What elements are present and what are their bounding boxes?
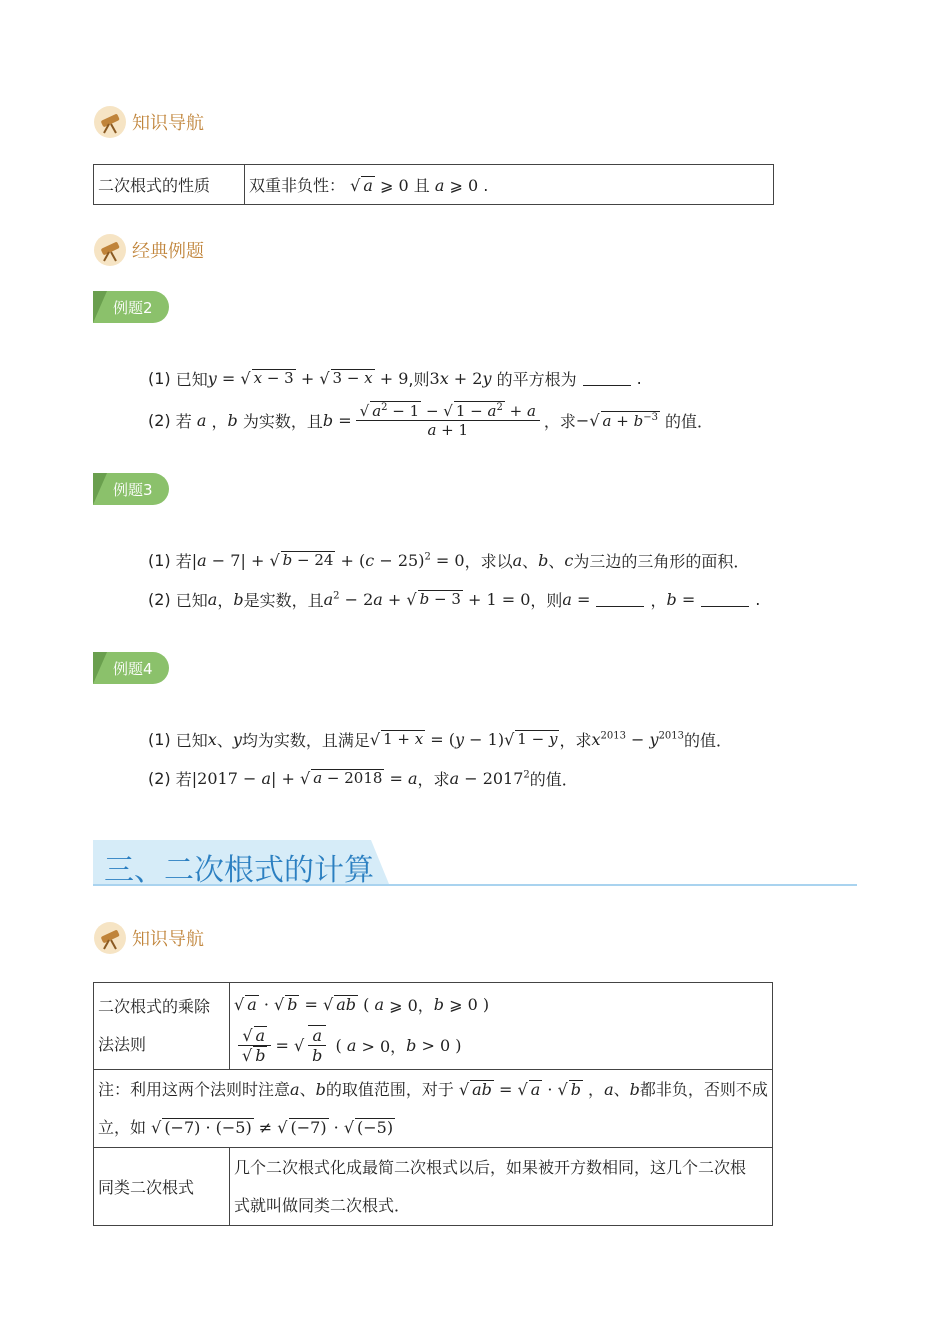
example2-question-1: (1) 已知 y = √ x − 3 + √ 3 − x + 9 ,则 3x + 2y 的平方根为 . xyxy=(148,368,642,389)
table-label-cell: 同类二次根式 xyxy=(94,1148,230,1226)
telescope-icon xyxy=(92,921,128,955)
fraction: $\frac{√ a^2 - 1 - √ 1 - a^2 + a}{a + 1}$ xyxy=(356,401,540,439)
table-content-cell: 几个二次根式化成最简二次根式以后，如果被开方数相同，这几个二次根 式就叫做同类二次根式． xyxy=(230,1148,773,1226)
example-badge-2: 例题2 xyxy=(93,291,169,327)
calculation-rules-table xyxy=(93,982,773,1226)
answer-blank xyxy=(583,371,631,386)
table-note-cell: 注：利用这两个法则时注意a、b的取值范围，对于 √ ab = √ a · √ b ，a、b都非负，否则不成 立，如 √ (−7) · (−5) ≠ √ (−7) · √ (−5) xyxy=(94,1070,773,1148)
section-title: 知识导航 xyxy=(132,929,204,950)
chapter-title: 三、二次根式的计算 xyxy=(104,853,374,888)
properties-table xyxy=(93,164,774,205)
classic-examples-heading xyxy=(92,230,204,270)
answer-blank xyxy=(701,592,749,607)
example3-question-2: (2) 已知 a ， b 是实数，且 $a^2 - 2a$ + √ b − 3 + 1 = 0 ，则 a = ， b = . xyxy=(148,589,761,610)
telescope-icon xyxy=(92,105,128,139)
knowledge-nav-heading-2 xyxy=(92,918,204,958)
example3-question-1: (1) 若 |a − 7| + √ b − 24 + $(c - 25)^2 = 0$ ，求以 a 、 b 、 c 为三边的三角形的面积． xyxy=(148,550,750,571)
table-content-cell: 双重非负性： √ a ⩾ 0 且 a ⩾ 0 . xyxy=(245,165,774,205)
example2-question-2: (2) 若 a ， b 为实数，且 b = $\frac{√ a^2 - 1 - √ 1 - a^2 + a}{a + 1}$ ，求 −√ $a + b^{-3}$ 的值． xyxy=(148,402,714,439)
knowledge-nav-heading-1 xyxy=(92,102,204,142)
example-badge-4: 例题4 xyxy=(93,652,169,688)
example4-question-1: (1) 已知 x 、 y 均为实数，且满足 √ 1 + x = (y − 1)√ 1 − y ，求 $x^{2013} - y^{2013}$ 的值． xyxy=(148,729,733,750)
answer-blank xyxy=(596,592,644,607)
table-label-cell: 二次根式的性质 xyxy=(94,165,245,205)
table-formula-cell: √ a · √ b = √ ab ( a ⩾ 0， b ⩾ 0 ) $\frac{√ a}{√ b}$ = √ $\frac{a}{b}$ ( a > 0， b > 0 ) xyxy=(230,983,773,1070)
section-title: 经典例题 xyxy=(132,241,204,262)
section-title: 知识导航 xyxy=(132,113,204,134)
table-label-cell: 二次根式的乘除 法法则 xyxy=(94,983,230,1070)
example4-question-2: (2) 若 |2017 − a| + √ a − 2018 = a ，求 $a - 2017^2$ 的值． xyxy=(148,768,578,789)
telescope-icon xyxy=(92,233,128,267)
example-badge-3: 例题3 xyxy=(93,473,169,509)
